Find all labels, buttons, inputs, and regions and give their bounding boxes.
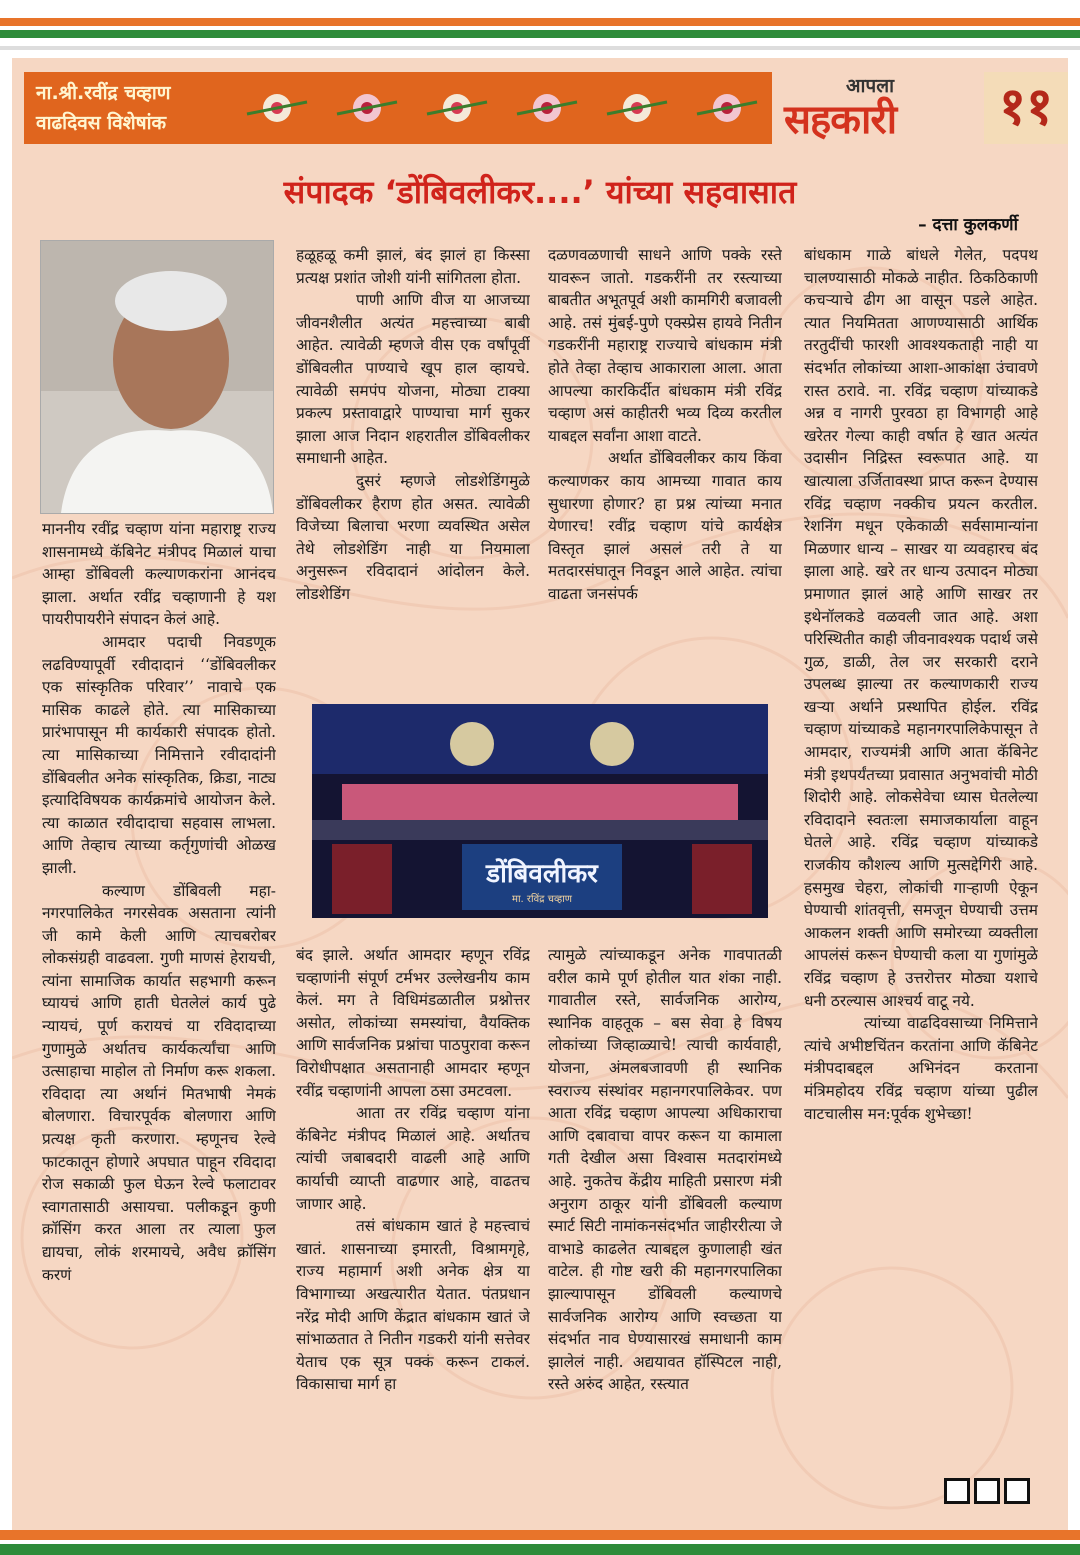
edition-line-1: ना.श्री.रवींद्र चव्हाण	[36, 82, 171, 104]
article-headline: संपादक ‘डोंबिवलीकर....’ यांच्या सहवासात	[283, 173, 797, 211]
paragraph: पाणी आणि वीज या आजच्या जीवनशैलीत अत्यंत महत्त्वाच्या बाबी आहेत. त्यावेळी म्हणजे वीस एक वर्षांपूर्वी डोंबिवलीत पाण्याचे खूप हाल व्हायचे. त्यावेळी समपंप योजना, मोठ्या टाक्या प्रकल्प प्रस्तावाद्वारे पाण्याचा मार्ग सुकर झाला आज निदान शहरातील डोंबिवलीकर समाधानी आहेत.	[296, 291, 530, 468]
page-number: ११	[984, 72, 1068, 144]
end-marker-boxes	[944, 1478, 1034, 1508]
edition-line-2: वाढदिवस विशेषांक	[36, 112, 167, 134]
flower-garland-decoration	[232, 72, 772, 144]
event-stage-photo	[312, 704, 768, 918]
stage-banner-title: डोंबिवलीकर	[486, 859, 598, 889]
paragraph: आता तर रविंद्र चव्हाण यांना कॅबिनेट मंत्रीपद मिळालं आहे. अर्थातच त्यांची जबाबदारी वाढली आहे आणि कार्याची व्याप्ती वाढणार आहे, वाढतच जाणार आहे.	[296, 1104, 530, 1213]
column-3-top	[548, 244, 782, 696]
paragraph: अर्थात डोंबिवलीकर काय किंवा कल्याणकर काय आमच्या गावात काय सुधारणा होणार? हा प्रश्न त्यांच्या मनात येणारच! रवींद्र चव्हाण यांचे कार्यक्षेत्र विस्तृत झालं असलं तरी ते या मतदारसंघातून निवडून आले आहेत. त्यांचा वाढता जनसंपर्क	[548, 449, 782, 603]
end-box	[1004, 1478, 1030, 1504]
column-2-bottom	[296, 944, 530, 1530]
sahakari-logo	[782, 72, 992, 144]
special-edition-label	[24, 72, 232, 144]
paragraph: दुसरं म्हणजे लोडशेडिंगमुळे डोंबिवलीकर हैराण होत असत. त्यावेळी विजेच्या बिलाचा भरणा व्यवस्थित असेल तेथे लोडशेडिंग नाही या नियमाला अनुसरून रविदादानं आंदोलन केले. लोडशेडिंग	[296, 471, 530, 603]
stage-banner-subtitle: मा. रविंद्र चव्हाण	[511, 894, 573, 905]
paragraph: तसं बांधकाम खातं हे महत्त्वाचं खातं. शासनाच्या इमारती, विश्रामगृहे, राज्य महामार्ग अशी अनेक क्षेत्र या विभागाच्या अखत्यारीत येतात. पंतप्रधान नरेंद्र मोदी आणि केंद्रात बांधकाम खातं जे सांभाळतात ते नितीन गडकरी यांनी सत्तेवर येताच एक सूत्र पक्कं करून टाकलं. विकासाचा मार्ग हा	[296, 1217, 530, 1394]
bottom-saffron-stripe	[0, 1530, 1080, 1540]
logo-main-text: सहकारी	[784, 97, 897, 143]
column-1	[42, 518, 276, 1530]
article-byline: – दत्ता कुलकर्णी	[918, 215, 1018, 235]
paragraph: हळूहळू कमी झालं, बंद झालं हा किस्सा प्रत्यक्ष प्रशांत जोशी यांनी सांगितला होता.	[296, 246, 530, 287]
end-box	[974, 1478, 1000, 1504]
column-2-top	[296, 244, 530, 696]
bottom-green-stripe	[0, 1544, 1080, 1555]
page-header	[12, 72, 1068, 152]
top-white-band	[0, 0, 1080, 18]
top-grey-rule	[0, 46, 1080, 50]
column-3-bottom	[548, 944, 782, 1530]
column-4	[804, 244, 1038, 1470]
paragraph: दळणवळणाची साधने आणि पक्के रस्ते यावरून जातो. गडकरींनी तर रस्त्याच्या बाबतीत अभूतपूर्व अशी कामगिरी बजावली आहे. तसं मुंबई-पुणे एक्स्प्रेस हायवे नितीन गडकरींनी महाराष्ट्र राज्याचे बांधकाम मंत्री होते तेव्हा तेव्हाच आकाराला आला. आता आपल्या कारकिर्दीत बांधकाम मंत्री रविंद्र चव्हाण असं काहीतरी भव्य दिव्य करतील याबद्दल सर्वांना आशा वाटते.	[548, 246, 782, 445]
paragraph: बंद झाले. अर्थात आमदार म्हणून रविंद्र चव्हाणांनी संपूर्ण टर्मभर उल्लेखनीय काम केलं. मग ते विधिमंडळातील प्रश्नोत्तर असोत, लोकांच्या समस्यांचा, वैयक्तिक आणि सार्वजनिक प्रश्नांचा पाठपुरावा करून विरोधीपक्षात असतानाही आमदार म्हणून रवींद्र चव्हाणांनी आपला ठसा उमटवला.	[296, 946, 530, 1100]
portrait-photo	[40, 240, 274, 514]
paragraph: आमदार पदाची निवडणूक लढविण्यापूर्वी रवीदादानं ‘‘डोंबिवलीकर एक सांस्कृतिक परिवार’’ नावाचे एक मासिक काढले होते. त्या मासिकाच्या प्रारंभापासून मी कार्यकारी संपादक होतो. त्या मासिकाच्या निमित्ताने रवीदादांनी डोंबिवलीत अनेक सांस्कृतिक, क्रिडा, नाट्य इत्यादिविषयक कार्यक्रमांचे आयोजन केले. त्या काळात रवीदादाचा सहवास लाभला. आणि तेव्हाच त्याच्या कर्तृगुणांची ओळख झाली.	[42, 632, 276, 877]
paragraph: त्यांच्या वाढदिवसाच्या निमित्ताने त्यांचे अभीष्टचिंतन करतांना आणि कॅबिनेट मंत्रीपदाबद्दल अभिनंदन करताना मंत्रिमहोदय रविंद्र चव्हाण यांच्या पुढील वाटचालीस मन:पूर्वक शुभेच्छा!	[804, 1014, 1038, 1123]
top-saffron-stripe	[0, 18, 1080, 26]
paragraph: त्यामुळे त्यांच्याकडून अनेक गावपातळी वरील कामे पूर्ण होतील यात शंका नाही. गावातील रस्ते, सार्वजनिक आरोग्य, स्थानिक वाहतूक – बस सेवा हे विषय लोकांच्या जिव्हाळ्याचे! त्याची कार्यवाही, योजना, अंमलबजावणी ही स्थानिक स्वराज्य संस्थांवर महानगरपालिकेवर. पण आता रविंद्र चव्हाण आपल्या अधिकाराचा आणि दबावाचा वापर करून या कामाला गती देखील असा विश्वास मतदारांमध्ये आहे. नुकतेच केंद्रीय माहिती प्रसारण मंत्री अनुराग ठाकूर यांनी डोंबिवली कल्याण स्मार्ट सिटी नामांकनसंदर्भात जाहीररीत्या जे वाभाडे काढलेत त्याबद्दल कुणालाही खंत वाटेल. ही गोष्ट खरी की महानगरपालिका झाल्यापासून डोंबिवली कल्याणचे सार्वजनिक आरोग्य आणि स्वच्छता या संदर्भात नाव घेण्यासारखं समाधानी काम झालेलं नाही. अद्ययावत हॉस्पिटल नाही, रस्ते अरुंद आहेत, रस्त्यात	[548, 946, 782, 1394]
paragraph: कल्याण डोंबिवली महा-नगरपालिकेत नगरसेवक असताना त्यांनी जी कामे केली आणि त्याचबरोबर लोकसंग्रही वाढवला. गुणी माणसं हेरायची, त्यांना सामाजिक कार्यात सहभागी करून घ्यायचं आणि हाती घेतलेलं कार्य पुढे न्यायचं, पूर्ण करायचं या रविदादाच्या गुणामुळे अर्थातच कार्यकर्त्यांचा आणि उत्साहाचा माहोल तो निर्माण करू शकला. रविदादा त्या अर्थानं मितभाषी नेमकं बोलणारा. विचारपूर्वक बोलणारा आणि प्रत्यक्ष कृती करणारा. म्हणूनच रेल्वे फाटकातून होणारे अपघात पाहून रविदादा रोज सकाळी फुल घेऊन रेल्वे फलाटावर स्वागतासाठी असायचा. पलीकडून कुणी क्रॉसिंग करत आला तर त्याला फुल द्यायचा, लोकं शरमायचे, अवैध क्रॉसिंग करणं	[42, 881, 276, 1284]
top-green-stripe	[0, 30, 1080, 38]
paragraph: बांधकाम गाळे बांधले गेलेत, पदपथ चालण्यासाठी मोकळे नाहीत. ठिकठिकाणी कचऱ्याचे ढीग आ वासून पडले आहेत. त्यात नियमितता आणण्यासाठी आर्थिक तरतुदींची फारशी आवश्यकताही नाही या संदर्भात लोकांच्या आशा-आकांक्षा उंचावणे रास्त ठरावे. ना. रविंद्र चव्हाण यांच्याकडे अन्न व नागरी पुरवठा हा विभागही आहे खरेतर गेल्या काही वर्षात हे खात अत्यंत उदासीन निद्रिस्त स्वरूपात आहे. या खात्याला उर्जितावस्था प्राप्त करून देण्यास रविंद्र चव्हाण नक्कीच प्रयत्न करतील. रेशनिंग मधून एकेकाळी सर्वसामान्यांना मिळणार धान्य – साखर या व्यवहारच बंद झाला आहे. खरे तर धान्य उत्पादन मोठ्या प्रमाणात झालं आहे आणि साखर तर इथेनॉलकडे वळवली जात आहे. अशा परिस्थितीत काही जीवनावश्यक पदार्थ जसे गुळ, डाळी, तेल जर सरकारी दराने उपलब्ध झाल्या तर कल्याणकारी राज्य खऱ्या अर्थाने प्रस्थापित होईल. रविंद्र चव्हाण यांच्याकडे महानगरपालिकेपासून ते आमदार, राज्यमंत्री आणि आता कॅबिनेट मंत्री इथपर्यंतच्या प्रवासात अनुभवांची मोठी शिदोरी आहे. लोकसेवेचा ध्यास घेतलेल्या रविदादाने स्वतःला समाजकार्याला वाहून घेतले आहे. रविंद्र चव्हाण यांच्याकडे राजकीय कौशल्य आणि मुत्सद्देगिरी आहे. हसमुख चेहरा, लोकांची गाऱ्हाणी ऐकून घेण्याची शांतवृत्ती, समजून घेण्याची उत्तम आकलन शक्ती आणि समोरच्या व्यक्तीला आपलंसं करून घेण्याची कला या गुणांमुळे रविंद्र चव्हाण हे उत्तरोत्तर मोठ्या यशाचे धनी ठरल्यास आश्चर्य वाटू नये.	[804, 246, 1038, 1010]
logo-small-text: आपला	[846, 75, 895, 97]
end-box	[944, 1478, 970, 1504]
paragraph: माननीय रवींद्र चव्हाण यांना महाराष्ट्र राज्य शासनामध्ये कॅबिनेट मंत्रीपद मिळालं याचा आम्हा डोंबिवली कल्याणकरांना आनंदच झाला. अर्थात रवींद्र चव्हाणानी हे यश पायरीपायरीने संपादन केलं आहे.	[42, 520, 276, 629]
